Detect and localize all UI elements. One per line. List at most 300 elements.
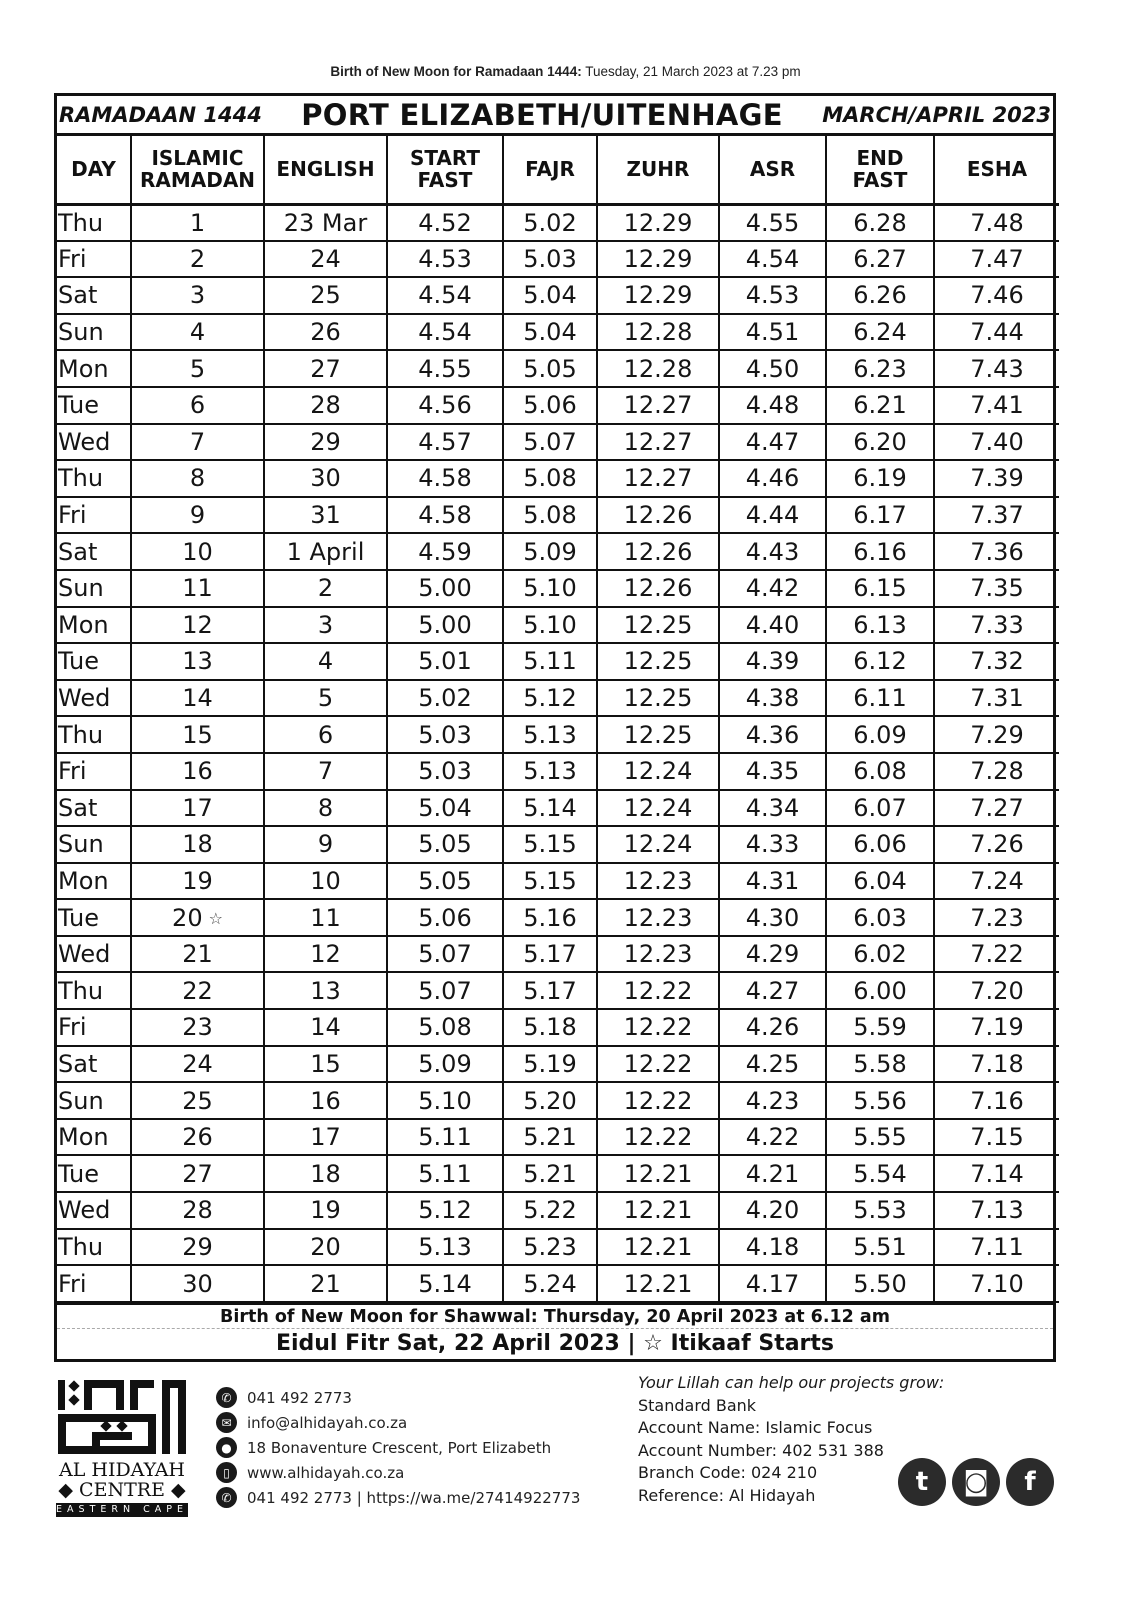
cell-start-fast bbox=[387, 277, 503, 314]
cell-fajr bbox=[503, 387, 597, 424]
zuhr-value: 12.26 bbox=[623, 501, 693, 530]
cell-islamic bbox=[131, 643, 264, 680]
start-fast-value: 5.11 bbox=[418, 1159, 472, 1188]
timetable-sheet bbox=[54, 93, 1056, 1362]
cell-islamic bbox=[131, 570, 264, 607]
branch-code: Branch Code: 024 210 bbox=[638, 1463, 818, 1482]
fajr-value: 5.07 bbox=[523, 427, 577, 456]
column-header bbox=[597, 136, 719, 204]
cell-start-fast bbox=[387, 460, 503, 497]
day-value: Sun bbox=[58, 574, 104, 603]
cell-day bbox=[57, 570, 131, 607]
cell-asr bbox=[719, 497, 826, 534]
column-header-label: ENGLISH bbox=[276, 157, 375, 182]
cell-english bbox=[264, 241, 387, 278]
english-value: 19 bbox=[310, 1196, 341, 1225]
islamic-value: 11 bbox=[182, 574, 213, 603]
cell-end-fast bbox=[826, 241, 934, 278]
fajr-value: 5.23 bbox=[523, 1232, 577, 1261]
contact-text[interactable]: 041 492 2773 | https://wa.me/27414922773 bbox=[247, 1488, 581, 1507]
end-fast-value: 6.21 bbox=[853, 391, 907, 420]
islamic-value: 8 bbox=[189, 464, 206, 493]
column-header-label: FAST bbox=[852, 168, 908, 193]
cell-day bbox=[57, 241, 131, 278]
cell-english bbox=[264, 716, 387, 753]
cell-esha bbox=[934, 1046, 1059, 1083]
cell-english bbox=[264, 680, 387, 717]
twitter-icon[interactable]: t bbox=[898, 1458, 946, 1506]
table-row bbox=[57, 972, 1059, 1009]
day-value: Thu bbox=[58, 720, 104, 749]
contact-item[interactable] bbox=[216, 1410, 580, 1435]
table-row bbox=[57, 826, 1059, 863]
esha-value: 7.27 bbox=[970, 793, 1024, 822]
asr-value: 4.51 bbox=[745, 318, 800, 347]
start-fast-value: 4.56 bbox=[418, 391, 472, 420]
cell-fajr bbox=[503, 1229, 597, 1266]
cell-end-fast bbox=[826, 753, 934, 790]
cell-end-fast bbox=[826, 350, 934, 387]
fajr-value: 5.10 bbox=[523, 574, 577, 603]
cell-esha bbox=[934, 277, 1059, 314]
cell-zuhr bbox=[597, 1046, 719, 1083]
cell-end-fast bbox=[826, 1192, 934, 1229]
asr-value: 4.40 bbox=[745, 610, 800, 639]
english-value: 24 bbox=[310, 244, 341, 273]
esha-value: 7.35 bbox=[970, 574, 1024, 603]
cell-day bbox=[57, 1229, 131, 1266]
contact-text[interactable]: www.alhidayah.co.za bbox=[247, 1463, 405, 1482]
english-value: 13 bbox=[310, 976, 341, 1005]
asr-value: 4.18 bbox=[745, 1232, 800, 1261]
cell-english bbox=[264, 972, 387, 1009]
end-fast-value: 6.27 bbox=[853, 244, 907, 273]
eid-note: Eidul Fitr Sat, 22 April 2023 | ☆ Itikaaf Starts bbox=[275, 1330, 835, 1356]
cell-islamic bbox=[131, 1229, 264, 1266]
cell-start-fast bbox=[387, 1155, 503, 1192]
cell-zuhr bbox=[597, 643, 719, 680]
esha-value: 7.33 bbox=[970, 610, 1024, 639]
esha-value: 7.40 bbox=[970, 427, 1024, 456]
cell-zuhr bbox=[597, 460, 719, 497]
cell-asr bbox=[719, 936, 826, 973]
zuhr-value: 12.24 bbox=[623, 830, 693, 859]
cell-day bbox=[57, 936, 131, 973]
cell-day bbox=[57, 1046, 131, 1083]
fajr-value: 5.17 bbox=[523, 940, 577, 969]
start-fast-value: 4.52 bbox=[418, 208, 472, 237]
cell-day bbox=[57, 350, 131, 387]
zuhr-value: 12.23 bbox=[623, 903, 693, 932]
zuhr-value: 12.23 bbox=[623, 940, 693, 969]
start-fast-value: 5.05 bbox=[418, 866, 472, 895]
esha-value: 7.43 bbox=[970, 354, 1024, 383]
end-fast-value: 5.59 bbox=[853, 1013, 907, 1042]
cell-start-fast bbox=[387, 680, 503, 717]
social-links bbox=[898, 1458, 1054, 1506]
cell-asr bbox=[719, 277, 826, 314]
cell-esha bbox=[934, 826, 1059, 863]
contact-item[interactable] bbox=[216, 1460, 580, 1485]
contact-item[interactable] bbox=[216, 1485, 580, 1510]
cell-fajr bbox=[503, 607, 597, 644]
cell-end-fast bbox=[826, 460, 934, 497]
contact-text[interactable]: 18 Bonaventure Crescent, Port Elizabeth bbox=[247, 1438, 552, 1457]
cell-esha bbox=[934, 1155, 1059, 1192]
english-value: 1 April bbox=[286, 537, 365, 566]
cell-esha bbox=[934, 972, 1059, 1009]
esha-value: 7.44 bbox=[970, 318, 1024, 347]
cell-start-fast bbox=[387, 753, 503, 790]
end-fast-value: 6.04 bbox=[853, 866, 907, 895]
phone-icon: ✆ bbox=[216, 1387, 237, 1408]
column-header-label: ISLAMIC bbox=[151, 146, 244, 171]
english-value: 6 bbox=[317, 720, 334, 749]
asr-value: 4.39 bbox=[745, 647, 800, 676]
end-fast-value: 6.11 bbox=[853, 684, 907, 713]
cell-english bbox=[264, 1155, 387, 1192]
table-row bbox=[57, 1229, 1059, 1266]
fajr-value: 5.16 bbox=[523, 903, 577, 932]
cell-zuhr bbox=[597, 826, 719, 863]
day-value: Wed bbox=[58, 427, 111, 456]
cell-islamic bbox=[131, 680, 264, 717]
esha-value: 7.23 bbox=[970, 903, 1024, 932]
cell-zuhr bbox=[597, 680, 719, 717]
cell-islamic bbox=[131, 753, 264, 790]
column-header bbox=[387, 136, 503, 204]
fajr-value: 5.17 bbox=[523, 976, 577, 1005]
column-header bbox=[934, 136, 1059, 204]
table-row bbox=[57, 1155, 1059, 1192]
day-value: Fri bbox=[58, 1013, 87, 1042]
cell-asr bbox=[719, 1155, 826, 1192]
end-fast-value: 6.17 bbox=[853, 501, 907, 530]
cell-asr bbox=[719, 387, 826, 424]
cell-end-fast bbox=[826, 899, 934, 936]
start-fast-value: 4.58 bbox=[418, 501, 472, 530]
day-value: Tue bbox=[58, 903, 99, 932]
cell-asr bbox=[719, 1192, 826, 1229]
cell-start-fast bbox=[387, 790, 503, 827]
asr-value: 4.38 bbox=[745, 684, 800, 713]
cell-end-fast bbox=[826, 277, 934, 314]
table-row bbox=[57, 1192, 1059, 1229]
islamic-value: 20 bbox=[172, 903, 203, 932]
cell-esha bbox=[934, 1229, 1059, 1266]
asr-value: 4.44 bbox=[745, 501, 800, 530]
asr-value: 4.30 bbox=[745, 903, 800, 932]
zuhr-value: 12.25 bbox=[623, 610, 693, 639]
cell-day bbox=[57, 607, 131, 644]
cell-end-fast bbox=[826, 533, 934, 570]
column-header bbox=[719, 136, 826, 204]
zuhr-value: 12.29 bbox=[623, 281, 693, 310]
esha-value: 7.26 bbox=[970, 830, 1024, 859]
islamic-value: 22 bbox=[182, 976, 213, 1005]
cell-islamic bbox=[131, 387, 264, 424]
cell-start-fast bbox=[387, 570, 503, 607]
cell-end-fast bbox=[826, 1119, 934, 1156]
cell-fajr bbox=[503, 716, 597, 753]
contact-text[interactable]: info@alhidayah.co.za bbox=[247, 1413, 408, 1432]
cell-asr bbox=[719, 680, 826, 717]
cell-fajr bbox=[503, 497, 597, 534]
asr-value: 4.36 bbox=[745, 720, 800, 749]
fajr-value: 5.21 bbox=[523, 1123, 577, 1152]
fajr-value: 5.11 bbox=[523, 647, 577, 676]
zuhr-value: 12.25 bbox=[623, 720, 693, 749]
cell-fajr bbox=[503, 460, 597, 497]
cell-english bbox=[264, 350, 387, 387]
contact-item[interactable] bbox=[216, 1435, 580, 1460]
table-row bbox=[57, 570, 1059, 607]
start-fast-value: 5.03 bbox=[418, 720, 472, 749]
cell-start-fast bbox=[387, 716, 503, 753]
cell-day bbox=[57, 204, 131, 241]
fajr-value: 5.04 bbox=[523, 318, 577, 347]
cell-fajr bbox=[503, 350, 597, 387]
day-value: Wed bbox=[58, 684, 111, 713]
end-fast-value: 5.58 bbox=[853, 1049, 907, 1078]
english-value: 9 bbox=[317, 830, 334, 859]
cell-day bbox=[57, 972, 131, 1009]
start-fast-value: 5.11 bbox=[418, 1123, 472, 1152]
asr-value: 4.54 bbox=[745, 244, 800, 273]
cell-islamic bbox=[131, 716, 264, 753]
cell-esha bbox=[934, 680, 1059, 717]
cell-zuhr bbox=[597, 1009, 719, 1046]
table-row bbox=[57, 863, 1059, 900]
asr-value: 4.27 bbox=[745, 976, 800, 1005]
cell-end-fast bbox=[826, 1082, 934, 1119]
cell-fajr bbox=[503, 936, 597, 973]
cell-end-fast bbox=[826, 680, 934, 717]
cell-fajr bbox=[503, 863, 597, 900]
zuhr-value: 12.27 bbox=[623, 464, 693, 493]
day-value: Sun bbox=[58, 830, 104, 859]
ramadaan-moon-note bbox=[0, 64, 1131, 79]
fajr-value: 5.19 bbox=[523, 1049, 577, 1078]
cell-end-fast bbox=[826, 716, 934, 753]
english-value: 10 bbox=[310, 866, 341, 895]
cell-day bbox=[57, 790, 131, 827]
asr-value: 4.47 bbox=[745, 427, 800, 456]
start-fast-value: 5.01 bbox=[418, 647, 472, 676]
contact-text[interactable]: 041 492 2773 bbox=[247, 1388, 352, 1407]
zuhr-value: 12.27 bbox=[623, 427, 693, 456]
day-value: Mon bbox=[58, 610, 109, 639]
cell-zuhr bbox=[597, 936, 719, 973]
end-fast-value: 6.19 bbox=[853, 464, 907, 493]
day-value: Thu bbox=[58, 464, 104, 493]
zuhr-value: 12.22 bbox=[623, 1049, 693, 1078]
cell-asr bbox=[719, 533, 826, 570]
cell-day bbox=[57, 899, 131, 936]
column-header-label: START bbox=[409, 146, 481, 171]
english-value: 23 Mar bbox=[283, 208, 368, 237]
english-value: 3 bbox=[317, 610, 334, 639]
islamic-value: 10 bbox=[182, 537, 213, 566]
cell-day bbox=[57, 1009, 131, 1046]
cell-end-fast bbox=[826, 570, 934, 607]
cell-english bbox=[264, 826, 387, 863]
fajr-value: 5.02 bbox=[523, 208, 577, 237]
cell-day bbox=[57, 680, 131, 717]
cell-day bbox=[57, 643, 131, 680]
cell-start-fast bbox=[387, 350, 503, 387]
cell-fajr bbox=[503, 680, 597, 717]
zuhr-value: 12.29 bbox=[623, 208, 693, 237]
cell-day bbox=[57, 1082, 131, 1119]
day-value: Fri bbox=[58, 757, 87, 786]
cell-esha bbox=[934, 899, 1059, 936]
fajr-value: 5.03 bbox=[523, 244, 577, 273]
zuhr-value: 12.22 bbox=[623, 976, 693, 1005]
esha-value: 7.48 bbox=[970, 208, 1024, 237]
islamic-value: 30 bbox=[182, 1269, 213, 1298]
cell-zuhr bbox=[597, 607, 719, 644]
day-value: Sun bbox=[58, 318, 104, 347]
end-fast-value: 6.15 bbox=[853, 574, 907, 603]
day-value: Fri bbox=[58, 1269, 87, 1298]
cell-esha bbox=[934, 1009, 1059, 1046]
esha-value: 7.13 bbox=[970, 1196, 1024, 1225]
end-fast-value: 5.51 bbox=[853, 1232, 907, 1261]
start-fast-value: 5.12 bbox=[418, 1196, 472, 1225]
islamic-value: 12 bbox=[182, 610, 213, 639]
cell-day bbox=[57, 1192, 131, 1229]
day-value: Thu bbox=[58, 1232, 104, 1261]
start-fast-value: 5.02 bbox=[418, 684, 472, 713]
day-value: Sat bbox=[58, 537, 98, 566]
cell-start-fast bbox=[387, 899, 503, 936]
cell-zuhr bbox=[597, 350, 719, 387]
table-row bbox=[57, 1082, 1059, 1119]
cell-start-fast bbox=[387, 533, 503, 570]
cell-start-fast bbox=[387, 643, 503, 680]
asr-value: 4.31 bbox=[745, 866, 800, 895]
cell-end-fast bbox=[826, 863, 934, 900]
contact-item[interactable] bbox=[216, 1385, 580, 1410]
cell-asr bbox=[719, 899, 826, 936]
english-value: 4 bbox=[317, 647, 334, 676]
cell-end-fast bbox=[826, 1155, 934, 1192]
english-value: 21 bbox=[310, 1269, 341, 1298]
cell-asr bbox=[719, 314, 826, 351]
english-value: 18 bbox=[310, 1159, 341, 1188]
esha-value: 7.22 bbox=[970, 940, 1024, 969]
islamic-value: 23 bbox=[182, 1013, 213, 1042]
column-header-label: FAJR bbox=[525, 157, 575, 182]
cell-english bbox=[264, 790, 387, 827]
fajr-value: 5.20 bbox=[523, 1086, 577, 1115]
cell-english bbox=[264, 424, 387, 461]
cell-asr bbox=[719, 1009, 826, 1046]
start-fast-value: 5.06 bbox=[418, 903, 472, 932]
esha-value: 7.32 bbox=[970, 647, 1024, 676]
column-header-label: ZUHR bbox=[626, 157, 690, 182]
kufic-calligraphy-icon bbox=[56, 1378, 188, 1456]
cell-zuhr bbox=[597, 570, 719, 607]
table-row bbox=[57, 533, 1059, 570]
start-fast-value: 4.53 bbox=[418, 244, 472, 273]
end-fast-value: 6.24 bbox=[853, 318, 907, 347]
instagram-icon[interactable]: ◙ bbox=[952, 1458, 1000, 1506]
cell-esha bbox=[934, 1265, 1059, 1302]
cell-english bbox=[264, 643, 387, 680]
cell-english bbox=[264, 1229, 387, 1266]
islamic-value: 6 bbox=[189, 391, 206, 420]
zuhr-value: 12.21 bbox=[623, 1159, 693, 1188]
asr-value: 4.42 bbox=[745, 574, 800, 603]
cell-start-fast bbox=[387, 424, 503, 461]
cell-asr bbox=[719, 753, 826, 790]
cell-esha bbox=[934, 387, 1059, 424]
fajr-value: 5.05 bbox=[523, 354, 577, 383]
zuhr-value: 12.21 bbox=[623, 1232, 693, 1261]
cell-zuhr bbox=[597, 790, 719, 827]
cell-english bbox=[264, 1009, 387, 1046]
day-value: Sat bbox=[58, 1049, 98, 1078]
cell-islamic bbox=[131, 1119, 264, 1156]
table-row bbox=[57, 680, 1059, 717]
day-value: Sat bbox=[58, 281, 98, 310]
column-header bbox=[826, 136, 934, 204]
table-row bbox=[57, 277, 1059, 314]
islamic-value: 16 bbox=[182, 757, 213, 786]
al-hidayah-logo bbox=[56, 1378, 188, 1517]
cell-fajr bbox=[503, 424, 597, 461]
end-fast-value: 5.55 bbox=[853, 1123, 907, 1152]
cell-fajr bbox=[503, 1009, 597, 1046]
islamic-value: 26 bbox=[182, 1123, 213, 1152]
asr-value: 4.29 bbox=[745, 940, 800, 969]
esha-value: 7.14 bbox=[970, 1159, 1024, 1188]
start-fast-value: 5.00 bbox=[418, 610, 472, 639]
cell-fajr bbox=[503, 1082, 597, 1119]
column-header-label: END bbox=[856, 146, 904, 171]
contact-list bbox=[216, 1385, 580, 1510]
day-value: Tue bbox=[58, 647, 99, 676]
cell-asr bbox=[719, 460, 826, 497]
table-header-row bbox=[57, 136, 1059, 204]
table-row bbox=[57, 716, 1059, 753]
fajr-value: 5.13 bbox=[523, 757, 577, 786]
cell-islamic bbox=[131, 241, 264, 278]
table-row bbox=[57, 314, 1059, 351]
cell-islamic bbox=[131, 497, 264, 534]
end-fast-value: 6.06 bbox=[853, 830, 907, 859]
cell-day bbox=[57, 1155, 131, 1192]
cell-esha bbox=[934, 790, 1059, 827]
cell-english bbox=[264, 570, 387, 607]
cell-esha bbox=[934, 936, 1059, 973]
fajr-value: 5.06 bbox=[523, 391, 577, 420]
start-fast-value: 5.04 bbox=[418, 793, 472, 822]
shawwal-moon-note: Birth of New Moon for Shawwal: Thursday, 20 April 2023 at 6.12 am bbox=[57, 1303, 1053, 1329]
title-location: PORT ELIZABETH/UITENHAGE bbox=[301, 97, 783, 132]
asr-value: 4.43 bbox=[745, 537, 800, 566]
table-row bbox=[57, 753, 1059, 790]
fajr-value: 5.15 bbox=[523, 866, 577, 895]
facebook-icon[interactable]: f bbox=[1006, 1458, 1054, 1506]
cell-zuhr bbox=[597, 972, 719, 1009]
islamic-value: 18 bbox=[182, 830, 213, 859]
whatsapp-icon: ✆ bbox=[216, 1487, 237, 1508]
end-fast-value: 6.00 bbox=[853, 976, 907, 1005]
zuhr-value: 12.23 bbox=[623, 866, 693, 895]
